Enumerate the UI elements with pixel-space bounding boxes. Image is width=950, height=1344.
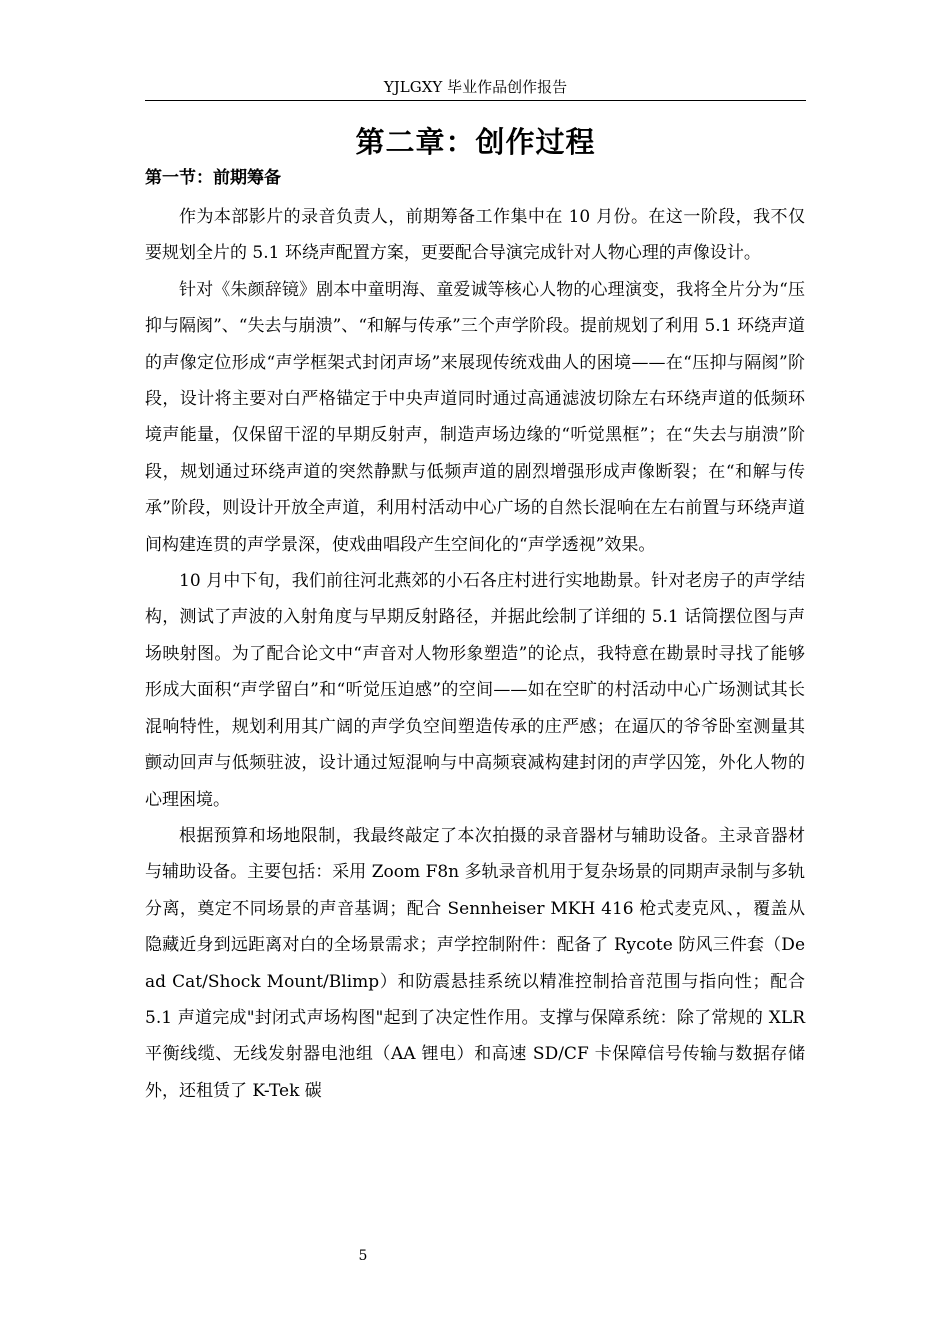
header-divider — [145, 100, 806, 101]
paragraph: 10 月中下旬，我们前往河北燕郊的小石各庄村进行实地勘景。针对老房子的声学结构，测试了声波的入射角度与早期反射路径，并据此绘制了详细的 5.1 话筒摆位图与声场映射图。为了配合论文中“声音对人物形象塑造”的论点，我特意在勘景时寻找了能够形成大面积“声学留白”和“听觉压迫感”的空间——如在空旷的村活动中心广场测试其长混响特性，规划利用其广阔的声学负空间塑造传承的庄严感；在逼仄的爷爷卧室测量其颤动回声与低频驻波，设计通过短混响与中高频衰减构建封闭的声学囚笼，外化人物的心理困境。 — [145, 571, 805, 810]
paragraph: 作为本部影片的录音负责人，前期筹备工作集中在 10 月份。在这一阶段，我不仅要规划全片的 5.1 环绕声配置方案，更要配合导演完成针对人物心理的声像设计。 — [145, 207, 805, 264]
paragraph: 根据预算和场地限制，我最终敲定了本次拍摄的录音器材与辅助设备。主录音器材与辅助设备。主要包括：采用 Zoom F8n 多轨录音机用于复杂场景的同期声录制与多轨分离，奠定不同场景的声音基调；配合 Sennheiser MKH 416 枪式麦克风、，覆盖从隐藏近身到远距离对白的全场景需求；声学控制附件：配备了 Rycote 防风三件套（Dead Cat/Shock Mount/Blimp）和防震悬挂系统以精准控制拾音范围与指向性；配合 5.1 声道完成"封闭式声场构图"起到了决定性作用。支撑与保障系统：除了常规的 XLR 平衡线缆、无线发射器电池组（AA 锂电）和高速 SD/CF 卡保障信号传输与数据存储外，还租赁了 K-Tek 碳 — [145, 825, 805, 1101]
paragraph: 针对《朱颜辞镜》剧本中童明海、童爱诚等核心人物的心理演变，我将全片分为“压抑与隔阂”、“失去与崩溃”、“和解与传承”三个声学阶段。提前规划了利用 5.1 环绕声道的声像定位形成“声学框架式封闭声场”来展现传统戏曲人的困境——在“压抑与隔阂”阶段，设计将主要对白严格锚定于中央声道同时通过高通滤波切除左右环绕声道的低频环境声能量，仅保留干涩的早期反射声，制造声场边缘的“听觉黑框”；在“失去与崩溃”阶段，规划通过环绕声道的突然静默与低频声道的剧烈增强形成声像断裂；在“和解与传承”阶段，则设计开放全声道，利用村活动中心广场的自然长混响在左右前置与环绕声道间构建连贯的声学景深，使戏曲唱段产生空间化的“声学透视”效果。 — [145, 279, 805, 555]
body-text — [145, 199, 805, 1109]
chapter-title: 第二章：创作过程 — [355, 125, 596, 159]
page-number: 5 — [358, 1248, 368, 1264]
section-heading: 第一节：前期筹备 — [145, 168, 281, 188]
running-header: YJLGXY 毕业作品创作报告 — [383, 78, 568, 96]
